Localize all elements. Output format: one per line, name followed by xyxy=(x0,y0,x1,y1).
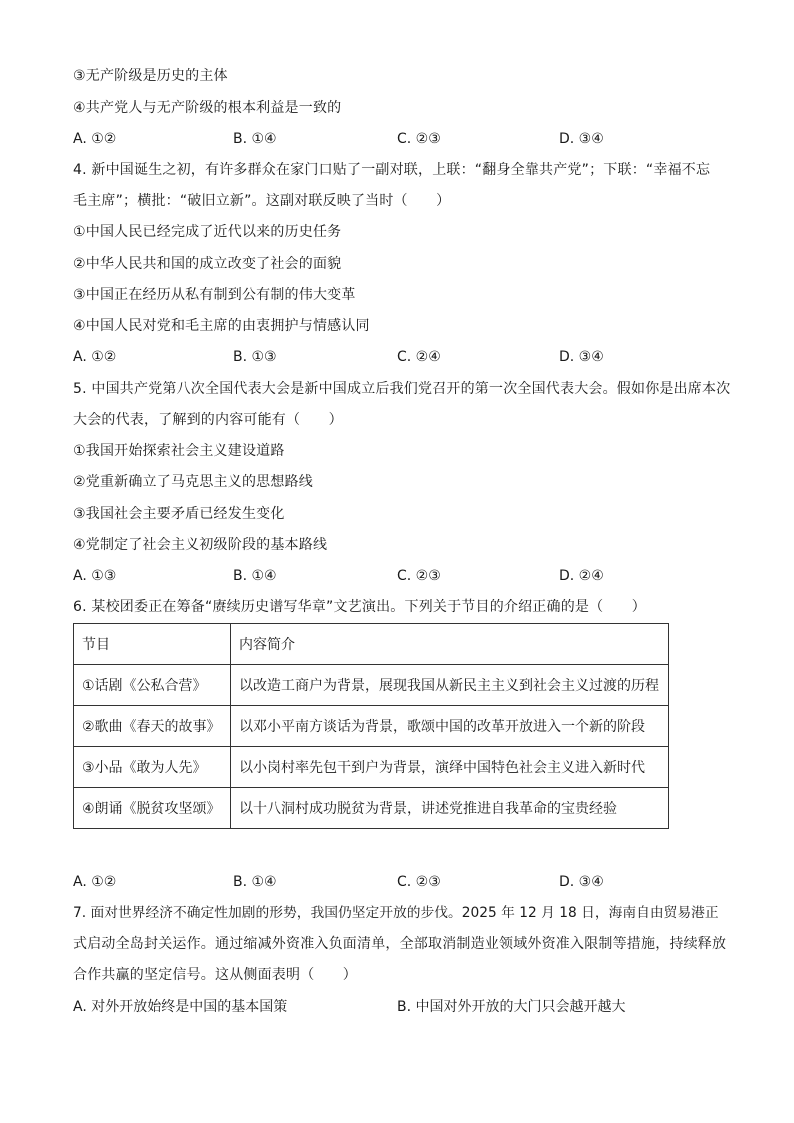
table-cell-description: 以小岗村率先包干到户为背景，演绎中国特色社会主义进入新时代 xyxy=(231,747,669,788)
q4-stem-line-2: 毛主席”；横批：“破旧立新”。这副对联反映了当时（ ） xyxy=(73,193,451,209)
q4-item-3: ③中国正在经历从私有制到公有制的伟大变革 xyxy=(73,287,356,303)
q3-item-3: ③无产阶级是历史的主体 xyxy=(73,68,228,84)
q7-stem-line-2: 式启动全岛封关运作。通过缩减外资准入负面清单，全部取消制造业领域外资准入限制等措施，持续释放 xyxy=(73,936,727,952)
q5-stem-line-2: 大会的代表，了解到的内容可能有（ ） xyxy=(73,412,343,428)
q3-item-4: ④共产党人与无产阶级的根本利益是一致的 xyxy=(73,100,342,116)
table-row xyxy=(74,706,669,747)
q4-item-1: ①中国人民已经完成了近代以来的历史任务 xyxy=(73,224,342,240)
table-cell-program: ①话剧《公私合营》 xyxy=(74,665,231,706)
q6-stem: 6. 某校团委正在筹备“赓续历史谱写华章”文艺演出。下列关于节目的介绍正确的是（ ） xyxy=(73,599,646,615)
table-cell-description: 以邓小平南方谈话为背景，歌颂中国的改革开放进入一个新的阶段 xyxy=(231,706,669,747)
q4-option-a: A. ①② xyxy=(73,349,117,365)
q5-stem-line-1: 5. 中国共产党第八次全国代表大会是新中国成立后我们党召开的第一次全国代表大会。假如你是出席本次 xyxy=(73,381,731,397)
q5-item-1: ①我国开始探索社会主义建设道路 xyxy=(73,443,285,459)
q6-option-c: C. ②③ xyxy=(397,874,441,890)
q4-stem-line-1: 4. 新中国诞生之初，有许多群众在家门口贴了一副对联，上联：“翻身全靠共产党”；下联：“幸福不忘 xyxy=(73,162,711,178)
q5-item-2: ②党重新确立了马克思主义的思想路线 xyxy=(73,474,313,490)
q6-option-b: B. ①④ xyxy=(233,874,277,890)
q5-option-a: A. ①③ xyxy=(73,568,117,584)
table-header-cell: 节目 xyxy=(74,624,231,665)
table-cell-description: 以十八洞村成功脱贫为背景，讲述党推进自我革命的宝贵经验 xyxy=(231,788,669,829)
q4-item-4: ④中国人民对党和毛主席的由衷拥护与情感认同 xyxy=(73,318,370,334)
table-header-row xyxy=(74,624,669,665)
q7-stem-line-1: 7. 面对世界经济不确定性加剧的形势，我国仍坚定开放的步伐。2025 年 12 月 18 日，海南自由贸易港正 xyxy=(73,905,719,921)
q7-option-b: B. 中国对外开放的大门只会越开越大 xyxy=(397,999,626,1015)
table-cell-program: ③小品《敢为人先》 xyxy=(74,747,231,788)
q6-option-a: A. ①② xyxy=(73,874,117,890)
table-row xyxy=(74,747,669,788)
q5-option-c: C. ②③ xyxy=(397,568,441,584)
q3-option-b: B. ①④ xyxy=(233,131,277,147)
q3-option-c: C. ②③ xyxy=(397,131,441,147)
q4-option-b: B. ①③ xyxy=(233,349,277,365)
q6-option-d: D. ③④ xyxy=(559,874,604,890)
table-row xyxy=(74,665,669,706)
program-table xyxy=(73,623,669,829)
q5-item-3: ③我国社会主要矛盾已经发生变化 xyxy=(73,506,285,522)
table-cell-description: 以改造工商户为背景，展现我国从新民主主义到社会主义过渡的历程 xyxy=(231,665,669,706)
table-cell-program: ④朗诵《脱贫攻坚颂》 xyxy=(74,788,231,829)
q7-stem-line-3: 合作共赢的坚定信号。这从侧面表明（ ） xyxy=(73,967,357,983)
table-cell-program: ②歌曲《春天的故事》 xyxy=(74,706,231,747)
q4-item-2: ②中华人民共和国的成立改变了社会的面貌 xyxy=(73,256,342,272)
q3-option-a: A. ①② xyxy=(73,131,117,147)
table-header-cell: 内容简介 xyxy=(231,624,669,665)
q3-option-d: D. ③④ xyxy=(559,131,604,147)
q4-option-c: C. ②④ xyxy=(397,349,441,365)
q7-option-a: A. 对外开放始终是中国的基本国策 xyxy=(73,999,288,1015)
q5-option-b: B. ①④ xyxy=(233,568,277,584)
table-row xyxy=(74,788,669,829)
q5-option-d: D. ②④ xyxy=(559,568,604,584)
q5-item-4: ④党制定了社会主义初级阶段的基本路线 xyxy=(73,537,328,553)
q4-option-d: D. ③④ xyxy=(559,349,604,365)
